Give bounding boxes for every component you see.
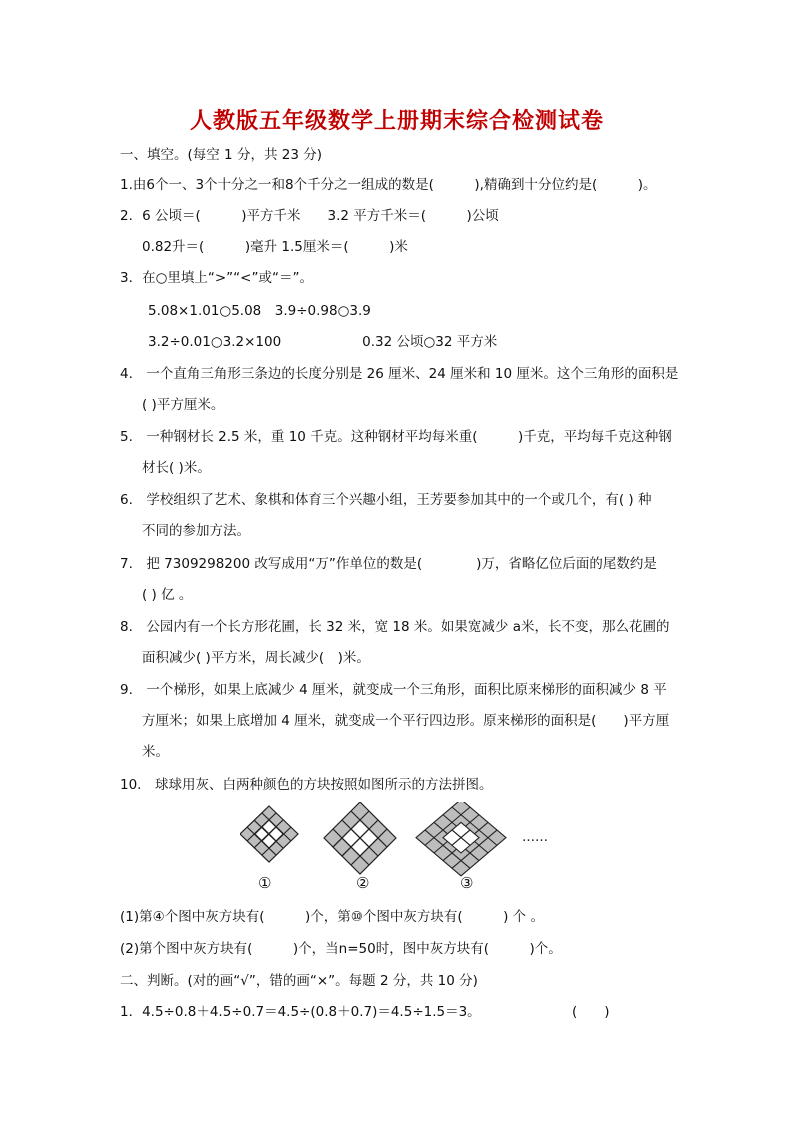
figure-label-1: ① <box>258 874 272 892</box>
tile-pattern-3 <box>416 802 506 876</box>
question-5-line-2: 材长( )米。 <box>142 460 211 476</box>
question-3-line-2: 3.2÷0.01○3.2×100 0.32 公顷○32 平方米 <box>148 334 498 350</box>
question-4-line-1: 4. 一个直角三角形三条边的长度分别是 26 厘米、24 厘米和 10 厘米。这个三角形的面积是 <box>120 366 679 382</box>
question-10-part-2: (2)第个图中灰方块有( )个，当n=50时，图中灰方块有( )个。 <box>120 941 562 957</box>
question-7-line-1: 7. 把 7309298200 改写成用“万”作单位的数是( )万，省略亿位后面的尾数约是 <box>120 556 657 572</box>
question-4-line-2: ( )平方厘米。 <box>142 397 225 413</box>
question-1: 1.由6个一、3个十分之一和8个千分之一组成的数是( ),精确到十分位约是( )。 <box>120 177 657 193</box>
figure-continuation-dots: …… <box>522 830 548 845</box>
question-10-part-1: (1)第④个图中灰方块有( )个，第⑩个图中灰方块有( ) 个 。 <box>120 909 544 925</box>
page-title: 人教版五年级数学上册期末综合检测试卷 <box>189 108 604 134</box>
question-6-line-1: 6. 学校组织了艺术、象棋和体育三个兴趣小组，王芳要参加其中的一个或几个，有( ) 种 <box>120 492 652 508</box>
tile-pattern-2 <box>324 802 396 874</box>
section1-heading: 一、填空。(每空 1 分，共 23 分) <box>120 147 322 163</box>
figure-label-2: ② <box>356 874 370 892</box>
tile-pattern-figure <box>240 802 570 902</box>
question-5-line-1: 5. 一种钢材长 2.5 米，重 10 千克。这种钢材平均每米重( )千克，平均每千克这种钢 <box>120 429 672 445</box>
question-9-line-1: 9. 一个梯形，如果上底减少 4 厘米，就变成一个三角形，面积比原来梯形的面积减少 8 平 <box>120 682 667 698</box>
question-9-line-2: 方厘米；如果上底增加 4 厘米，就变成一个平行四边形。原来梯形的面积是( )平方厘 <box>142 713 670 729</box>
question-2-line-1: 2．6 公顷＝( )平方千米 3.2 平方千米＝( )公顷 <box>120 208 499 224</box>
question-2-line-2: 0.82升＝( )毫升 1.5厘米＝( )米 <box>142 239 408 255</box>
question-7-line-2: ( ) 亿 。 <box>142 587 193 603</box>
question-6-line-2: 不同的参加方法。 <box>142 523 250 539</box>
tile-pattern-1 <box>240 806 298 862</box>
question-3-line-1: 5.08×1.01○5.08 3.9÷0.98○3.9 <box>148 303 371 319</box>
question-3: 3．在○里填上“>”“<”或“＝”。 <box>120 270 313 286</box>
judge-answer-paren-1: ( ) <box>572 1004 610 1020</box>
figure-label-3: ③ <box>460 874 474 892</box>
question-9-line-3: 米。 <box>142 744 169 760</box>
section2-heading: 二、判断。(对的画“√”，错的画“×”。每题 2 分，共 10 分) <box>120 973 478 989</box>
question-10: 10. 球球用灰、白两种颜色的方块按照如图所示的方法拼图。 <box>120 777 493 793</box>
question-8-line-2: 面积减少( )平方米，周长减少( )米。 <box>142 650 370 666</box>
question-8-line-1: 8. 公园内有一个长方形花圃，长 32 米，宽 18 米。如果宽减少 a米，长不变，那么花圃的 <box>120 619 670 635</box>
judge-question-1: 1．4.5÷0.8＋4.5÷0.7＝4.5÷(0.8＋0.7)＝4.5÷1.5＝3。 <box>120 1004 481 1020</box>
tile-patterns-svg <box>240 802 570 882</box>
